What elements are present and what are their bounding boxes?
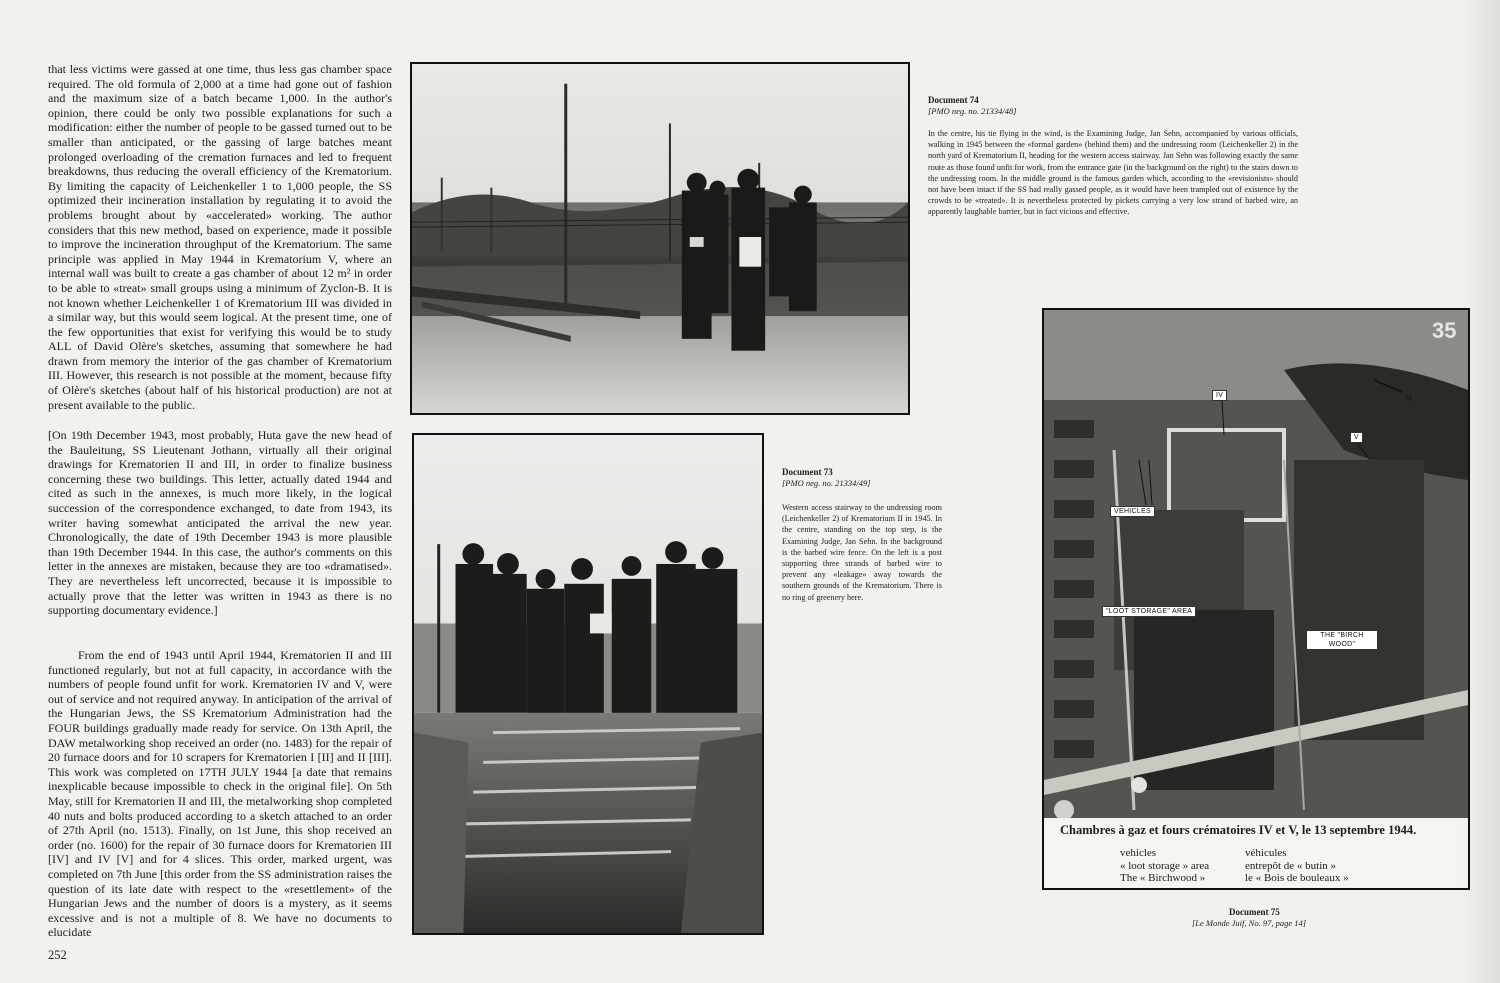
page-edge-shadow	[1460, 0, 1500, 983]
page-number: 252	[48, 948, 67, 962]
body-paragraph-3: From the end of 1943 until April 1944, Krematorien II and III functioned regularly, but not at full capacity, in accordance with the numbers of people found unfit for work. Krematorien IV and V, were out of service and not required anyway. In anticipation of the arrival of the Hungarian Jews, the SS Krematorium Administration had the FOUR buildings gradually made ready for service. On 13th April, the DAW metalworking shop received an order (no. 1483) for the repair of 20 furnace doors and for 10 scrapers for Krematorien I [II] and II [III]. This work was completed on 17TH JULY 1944 [a date that remains inexplicable because impossible to check in the original file]. On 5th May, still for Krematorien II and III, the metalworking shop completed 40 nuts and bolts produced according to a sketch attached to an order of 27th April (no. 1513). Finally, on 1st June, this shop received an order (no. 1600) for the repair of 30 furnace doors for Krematorien III [IV] and IV [V] and for 4 slices. This order, marked urgent, was completed on 7th June [this order from the SS administration raises the question of its late date with respect to the «resettlement» of the Hungarian Jews and the number of doors is a mystery, as it seems excessive and is not a multiple of 8. We have no documents to elucidate	[48, 648, 392, 940]
legend-fr: véhicules	[1245, 847, 1287, 859]
doc74-caption: In the centre, his tie flying in the wind, is the Examining Judge, Jan Sehn, accompanied by various officials, walking in 1945 between the «formal garden» (behind them) and the undressing room (Leichenkeller 2) in the north yard of Krematorium II, heading for the western access stairway. Jan Sehn was following exactly the same route as those found unfit for work, from the entrance gate (in the background on the right) to the stairs down to the undressing room. In the middle ground is the famous garden which, according to the «revisionists» should not have been intact if the SS had really gassed people, as it would have been trampled out of existence by the crowds to be «treated». It is nevertheless protected by pickets carrying a very low strand of barbed wire, an apparently laughable barrier, but in fact vicious and effective.	[928, 129, 1298, 217]
doc74-title: Document 74	[928, 95, 979, 105]
map-corner-number: 35	[1432, 318, 1457, 343]
legend-en: vehicles	[1120, 847, 1157, 859]
doc75-legend	[1120, 847, 1349, 885]
photo-document-74	[410, 62, 910, 415]
doc75-title: Document 75	[1229, 907, 1280, 917]
legend-fr: entrepôt de « butin »	[1245, 859, 1337, 872]
body-paragraph-1: that less victims were gassed at one time, thus less gas chamber space required. The old formula of 2,000 at a time had gone out of fashion and the maximum size of a batch became 1,000. In the author's opinion, there could be only two possible explanations for such a modification: either the number of people to be gassed turned out to be smaller than anticipated, or the gassing of large batches meant prolonged overloading of the cremation furnaces and led to frequent breakdowns, thus reducing the overall efficiency of the Krematorium. By limiting the capacity of Leichenkeller 1 to 1,000 people, the SS optimized their incineration installation by regulating it to avoid the problems brought about by «accelerated» working. The author considers that this new method, based on experience, made it possible to improve the incineration throughput of the Krematorium. The same principle was applied in May 1944 in Krematorium V, where an internal wall was built to create a gas chamber of about 12 m² in order to be able to «treat» small groups using a minimum of Zyclon-B. It is not known whether Leichenkeller 1 of Krematorium III was divided in a similar way, but this would seem logical. At the present time, one of the few opportunities that exist for verifying this would be to study ALL of David Olère's sketches, assuming that somewhere he had drawn from memory the interior of the gas chamber of Krematorium III. However, this research is not possible at the moment, because fifty of Olère's sketches (about half of his historical production) are not at present available to the public.	[48, 62, 392, 412]
legend-en: The « Birchwood »	[1120, 872, 1206, 884]
photo-document-73	[412, 433, 764, 935]
map-label-vehicles: VEHICLES	[1110, 506, 1155, 517]
legend-row	[1120, 847, 1349, 860]
legend-row	[1120, 860, 1349, 873]
doc74-ref: [PMO neg. no. 21334/48]	[928, 106, 1017, 116]
doc73-caption: Western access stairway to the undressing room (Leichenkeller 2) of Krematorium II in 1945. In the centre, standing on the top step, is the Examining Judge, Jan Sehn. In the background is the barbed wire fence. On the left is a post supporting three strands of barbed wire to prevent any «leakage» away towards the southern grounds of the Krematorium. There is no ring of greenery here.	[782, 503, 942, 602]
map-label-loot-storage: "LOOT STORAGE" AREA	[1102, 606, 1196, 617]
legend-row	[1120, 872, 1349, 885]
doc73-title: Document 73	[782, 467, 833, 477]
legend-fr: le « Bois de bouleaux »	[1245, 872, 1349, 884]
body-paragraph-2: [On 19th December 1943, most probably, Huta gave the new head of the Bauleitung, SS Lieutenant Jothann, virtually all their original drawings for Krematorien II and III, in order to finalize business concerning these two buildings. This letter, actually dated 1944 and cited as such in the annexes, is much more likely, in the logical succession of the correspondence exchanged, to date from 1943, its writer having somewhat anticipated the arrival the new year. Chronologically, the date of 19th December 1943 is more plausible than 19th December 1944. In this case, the author's comments on this letter in the annexes are mistaken, because they are too «dramatised». They are nevertheless left uncorrected, because it is impossible to actually prove that the letter was written in 1943 as there is no supporting documentary evidence.]	[48, 428, 392, 618]
doc75-ref: [Le Monde Juif, No. 97, page 14]	[1192, 918, 1307, 928]
map-label-iv: IV	[1212, 390, 1227, 401]
legend-en: « loot storage » area	[1120, 859, 1210, 872]
map-label-birch-wood: THE "BIRCH WOOD"	[1306, 630, 1378, 650]
doc73-ref: [PMO neg. no. 21334/49]	[782, 478, 871, 488]
map-label-v: V	[1350, 432, 1363, 443]
doc75-map-title: Chambres à gaz et fours crématoires IV et V, le 13 septembre 1944.	[1060, 823, 1417, 837]
aerial-photo-document-75	[1042, 308, 1470, 890]
map-north-marker: N	[1406, 394, 1412, 403]
